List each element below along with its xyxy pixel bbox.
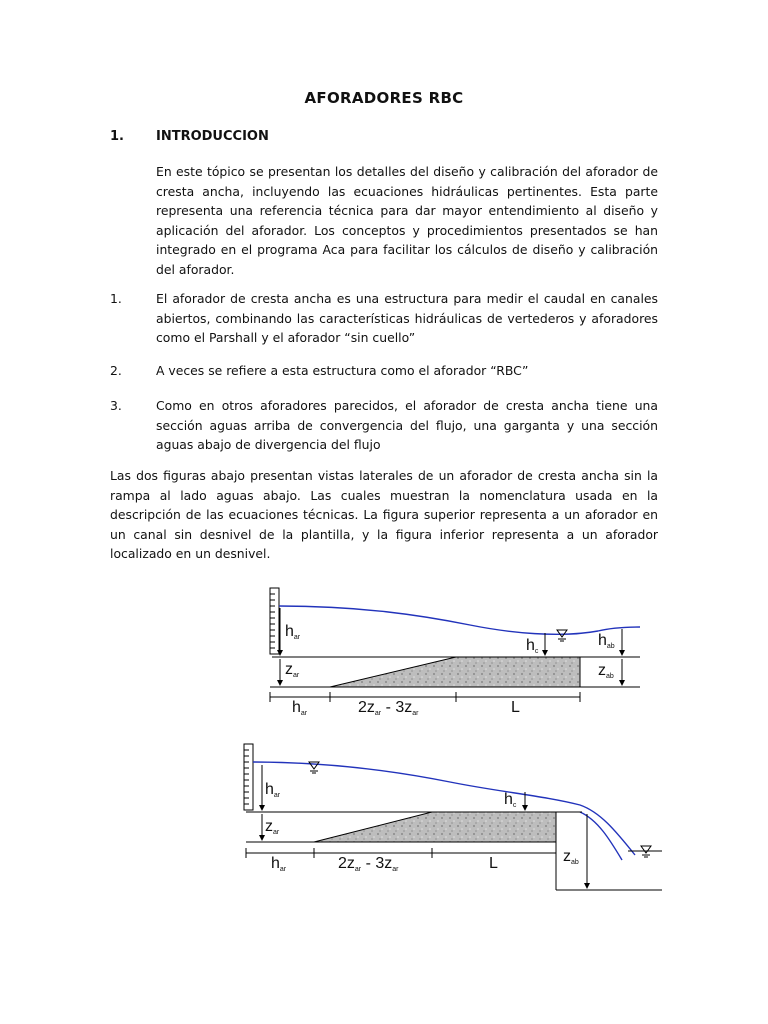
- list-item-number: 1.: [110, 291, 122, 306]
- closing-paragraph: Las dos figuras abajo presentan vistas laterales de un aforador de cresta ancha sin la rampa al lado aguas abajo. Las cuales muestran la nomenclatura usada en la descripción de las ecuaciones técnicas. La figura superior representa a un aforador en un canal sin desnivel de la plantilla, y la figura inferior representa a un aforador localizado en un desnivel.: [110, 468, 658, 561]
- flume-crest: [314, 812, 556, 842]
- section-heading: INTRODUCCION: [156, 129, 269, 144]
- label-h-c: hc: [526, 637, 539, 655]
- list-item-number: 2.: [110, 363, 122, 378]
- label-z-ab: zab: [598, 662, 614, 680]
- label-h-ar: har: [285, 623, 301, 641]
- water-surface-triangle-icon: [557, 630, 567, 641]
- section-number: 1.: [110, 129, 124, 144]
- label-z-ar: zar: [265, 818, 280, 836]
- page-title: AFORADORES RBC: [304, 89, 464, 107]
- label-z-ar: zar: [285, 661, 300, 679]
- intro-paragraph: En este tópico se presentan los detalles del diseño y calibración del aforador de cresta ancha, incluyendo las ecuaciones hidráulicas pertinentes. Esta parte representa una referencia técnica para dar mayor entendimiento al diseño y aplicación del aforador. Los conceptos y procedimientos presentados se han integrado en el programa Aca para facilitar los cálculos de diseño y calibración del aforador.: [156, 164, 658, 277]
- label-h-ar: har: [265, 781, 281, 799]
- list-item-number: 3.: [110, 398, 122, 413]
- staff-gauge-icon: [244, 744, 253, 810]
- label-dim-ramp: 2zar - 3zar: [358, 699, 419, 717]
- label-dim-ramp: 2zar - 3zar: [338, 855, 399, 873]
- flume-crest: [330, 657, 580, 687]
- label-z-ab: zab: [563, 848, 579, 866]
- water-surface-line: [279, 606, 640, 634]
- label-dim-L: L: [489, 855, 498, 872]
- list-item-text: El aforador de cresta ancha es una estructura para medir el caudal en canales abiertos, combinando las características hidráulicas de vertederos y aforadores como el Parshall y el aforador “sin cuello”: [156, 291, 658, 345]
- staff-gauge-icon: [270, 588, 279, 654]
- label-h-c: hc: [504, 791, 517, 809]
- figure-upper: [270, 588, 640, 717]
- list-item-text: Como en otros aforadores parecidos, el aforador de cresta ancha tiene una sección aguas arriba de convergencia del flujo, una garganta y una sección aguas abajo de divergencia del flujo: [156, 398, 658, 452]
- label-dim-h-ar: har: [292, 699, 308, 717]
- figure-lower: [244, 744, 662, 890]
- label-dim-h-ar: har: [271, 855, 287, 873]
- label-dim-L: L: [511, 699, 520, 716]
- list-item-text: A veces se refiere a esta estructura como el aforador “RBC”: [156, 363, 529, 378]
- label-h-ab: hab: [598, 632, 615, 650]
